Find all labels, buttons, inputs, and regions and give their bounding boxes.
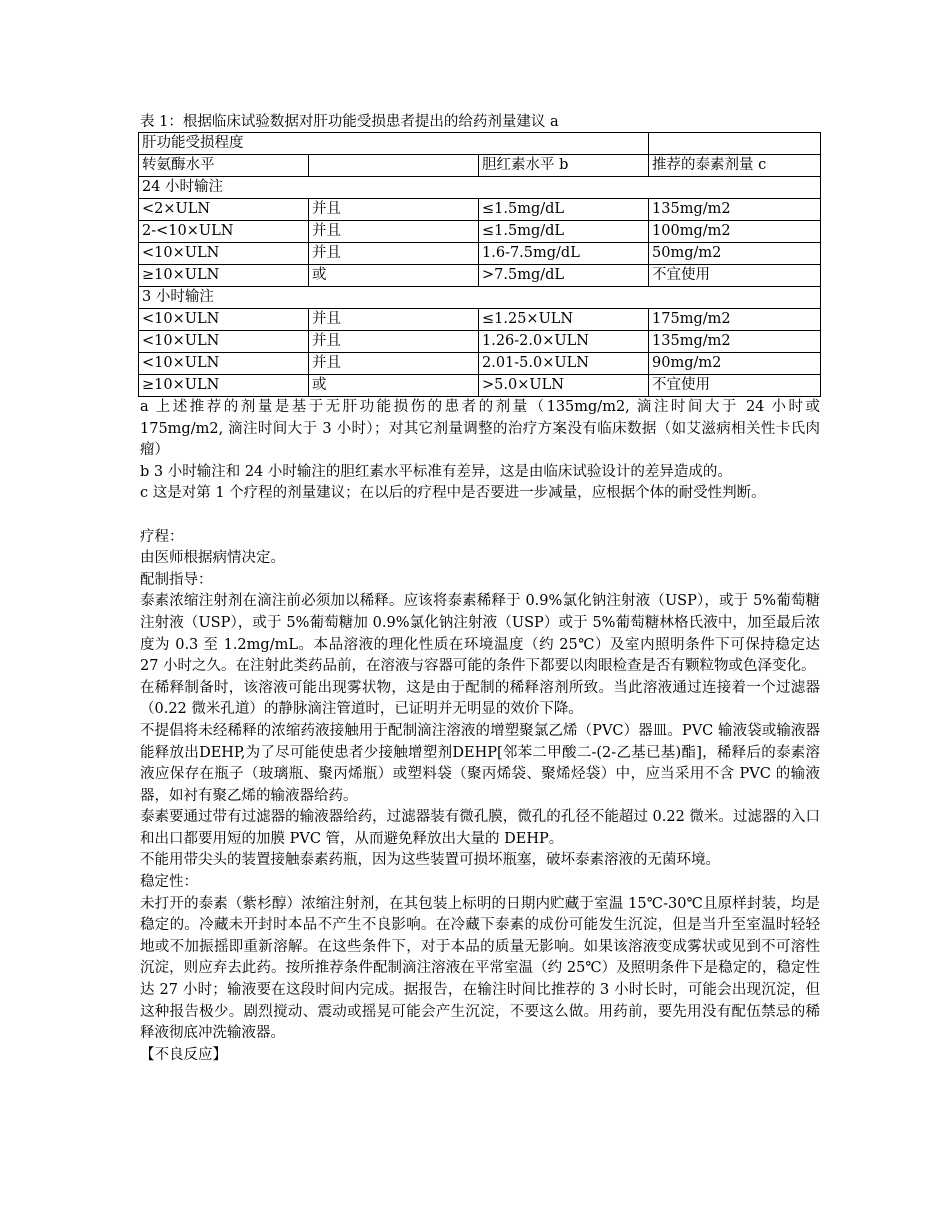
cell-bilirubin: >5.0×ULN (479, 375, 649, 397)
document-page (140, 112, 820, 1066)
preparation-paragraph: 在稀释制备时，该溶液可能出现雾状物，这是由于配制的稀释溶剂所致。当此溶液通过连接着一个过滤器（0.22 微米孔道）的静脉滴注管道时，已证明并无明显的效价下降。 (140, 679, 820, 718)
course-text: 由医师根据病情决定。 (140, 550, 285, 567)
cell-transaminase: <10×ULN (139, 309, 309, 331)
blank-line (140, 505, 820, 527)
cell-dose: 不宜使用 (649, 375, 821, 397)
cell-conjunction: 并且 (309, 199, 479, 221)
cell-transaminase: ≥10×ULN (139, 265, 309, 287)
footnote-a: a 上述推荐的剂量是基于无肝功能损伤的患者的剂量（135mg/m2, 滴注时间大于 24 小时或 175mg/m2, 滴注时间大于 3 小时）；对其它剂量调整的治疗方案没有临床数据（如艾滋病相关性卡氏肉瘤） (140, 399, 820, 459)
cell-conjunction: 并且 (309, 221, 479, 243)
table-row (139, 309, 821, 331)
footnote-c: c 这是对第 1 个疗程的剂量建议；在以后的疗程中是否要进一步减量，应根据个体的耐受性判断。 (140, 485, 766, 502)
cell-transaminase: 2-<10×ULN (139, 221, 309, 243)
preparation-paragraph: 泰素浓缩注射剂在滴注前必须加以稀释。应该将泰素稀释于 0.9%氯化钠注射液（USP），或于 5%葡萄糖注射液（USP），或于 5%葡萄糖加 0.9%氯化钠注射液（USP）或于 5%葡萄糖林格氏液中，加至最后浓度为 0.3 至 1.2mg/mL。本品溶液的理化性质在环境温度（约 25℃）及室内照明条件下可保持稳定达 27 小时之久。在注射此类药品前，在溶液与容器可能的条件下都要以肉眼检查是否有颗粒物或色泽变化。 (140, 593, 820, 675)
cell-bilirubin: 1.6-7.5mg/dL (479, 243, 649, 265)
cell-dose: 90mg/m2 (649, 353, 821, 375)
header-transaminase: 转氨酶水平 (139, 155, 309, 177)
course-heading: 疗程： (140, 528, 184, 545)
footnote-b: b 3 小时输注和 24 小时输注的胆红素水平标准有差异，这是由临床试验设计的差异造成的。 (140, 463, 732, 480)
section-row-3h (139, 287, 821, 309)
cell-bilirubin: >7.5mg/dL (479, 265, 649, 287)
cell-dose: 175mg/m2 (649, 309, 821, 331)
table-header-row-1 (139, 133, 821, 155)
cell-conjunction: 并且 (309, 309, 479, 331)
table-row (139, 353, 821, 375)
cell-dose: 不宜使用 (649, 265, 821, 287)
table-row (139, 221, 821, 243)
cell-transaminase: <2×ULN (139, 199, 309, 221)
cell-conjunction: 并且 (309, 331, 479, 353)
dosage-table (138, 132, 821, 397)
liver-impairment-header: 肝功能受损程度 (139, 133, 649, 155)
preparation-paragraph: 不能用带尖头的装置接触泰素药瓶，因为这些装置可损坏瓶塞，破坏泰素溶液的无菌环境。 (140, 852, 720, 869)
table-footnotes (140, 397, 820, 505)
table-row (139, 375, 821, 397)
cell-transaminase: <10×ULN (139, 353, 309, 375)
adverse-reactions-heading: 【不良反应】 (140, 1046, 227, 1063)
table-row (139, 331, 821, 353)
cell-dose: 135mg/m2 (649, 199, 821, 221)
cell-conjunction: 或 (309, 375, 479, 397)
cell-transaminase: ≥10×ULN (139, 375, 309, 397)
table-header-row-2 (139, 155, 821, 177)
cell-dose: 100mg/m2 (649, 221, 821, 243)
preparation-paragraph: 不提倡将未经稀释的浓缩药液接触用于配制滴注溶液的增塑聚氯乙烯（PVC）器皿。PVC 输液袋或输液器能释放出DEHP,为了尽可能使患者少接触增塑剂DEHP[邻苯二甲酸二-(2-乙基已基)酯]，稀释后的泰素溶液应保存在瓶子（玻璃瓶、聚丙烯瓶）或塑料袋（聚丙烯袋、聚烯烃袋）中，应当采用不含 PVC 的输液器，如衬有聚乙烯的输液器给药。 (140, 722, 820, 804)
cell-bilirubin: ≤1.5mg/dL (479, 199, 649, 221)
section-row-24h (139, 177, 821, 199)
cell-bilirubin: ≤1.25×ULN (479, 309, 649, 331)
section-label-24h: 24 小时输注 (139, 177, 821, 199)
table-header-empty-cell (649, 133, 821, 155)
cell-conjunction: 或 (309, 265, 479, 287)
table-caption: 表 1：根据临床试验数据对肝功能受损患者提出的给药剂量建议 a (140, 114, 559, 130)
preparation-heading: 配制指导： (140, 571, 213, 588)
cell-dose: 135mg/m2 (649, 331, 821, 353)
stability-paragraph: 未打开的泰素（紫杉醇）浓缩注射剂，在其包装上标明的日期内贮藏于室温 15℃-30℃且原样封装，均是稳定的。冷藏未开封时本品不产生不良影响。在冷藏下泰素的成份可能发生沉淀，但是当升至室温时轻轻地或不加振摇即重新溶解。在这些条件下，对于本品的质量无影响。如果该溶液变成雾状或见到不可溶性沉淀，则应弃去此药。按所推荐条件配制滴注溶液在平常室温（约 25℃）及照明条件下是稳定的，稳定性达 27 小时；输液要在这段时间内完成。据报告，在输注时间比推荐的 3 小时长时，可能会出现沉淀，但这种报告极少。剧烈搅动、震动或摇晃可能会产生沉淀，不要这么做。用药前，要先用没有配伍禁忌的稀释液彻底冲洗输液器。 (140, 895, 820, 1042)
cell-transaminase: <10×ULN (139, 331, 309, 353)
cell-transaminase: <10×ULN (139, 243, 309, 265)
cell-conjunction: 并且 (309, 243, 479, 265)
cell-bilirubin: 2.01-5.0×ULN (479, 353, 649, 375)
section-label-3h: 3 小时输注 (139, 287, 821, 309)
header-recommended-dose: 推荐的泰素剂量 c (649, 155, 821, 177)
table-row (139, 199, 821, 221)
cell-bilirubin: 1.26-2.0×ULN (479, 331, 649, 353)
preparation-paragraph: 泰素要通过带有过滤器的输液器给药，过滤器装有微孔膜，微孔的孔径不能超过 0.22 微米。过滤器的入口和出口都要用短的加膜 PVC 管，从而避免释放出大量的 DEHP。 (140, 809, 820, 847)
body-text (140, 527, 820, 1067)
header-bilirubin: 胆红素水平 b (479, 155, 649, 177)
cell-bilirubin: ≤1.5mg/dL (479, 221, 649, 243)
cell-dose: 50mg/m2 (649, 243, 821, 265)
table-row (139, 265, 821, 287)
stability-heading: 稳定性： (140, 874, 198, 891)
header-blank (309, 155, 479, 177)
table-row (139, 243, 821, 265)
cell-conjunction: 并且 (309, 353, 479, 375)
